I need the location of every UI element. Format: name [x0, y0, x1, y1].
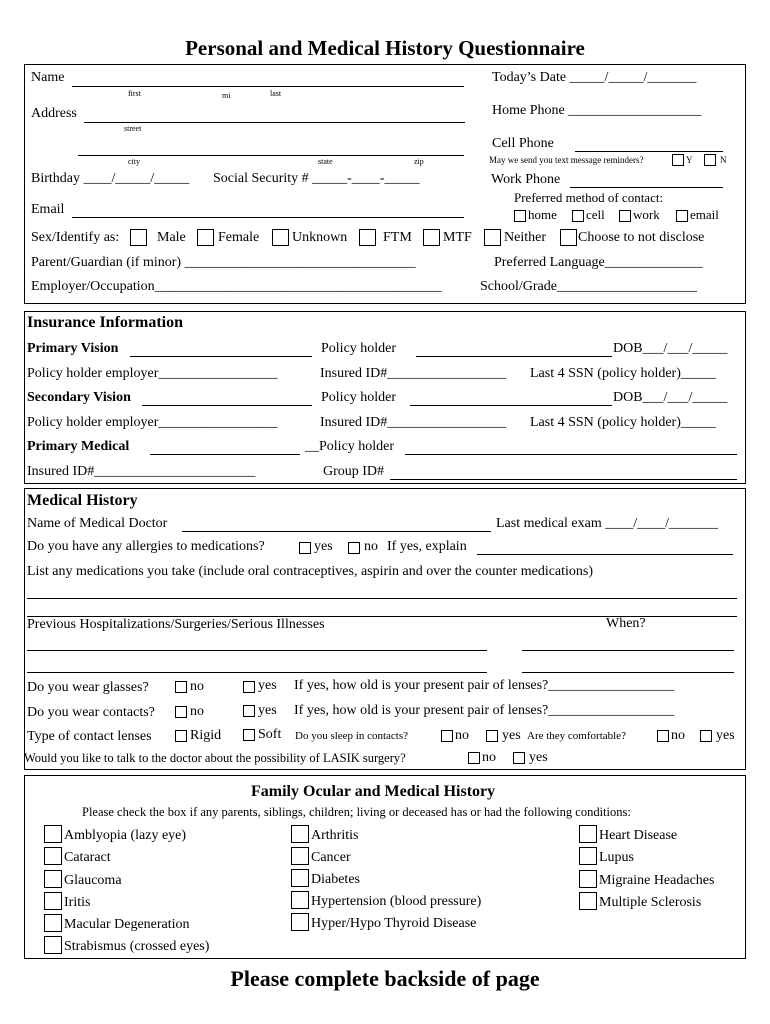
sex-not-disclose-checkbox[interactable] [560, 229, 577, 246]
thyroid-label: Hyper/Hypo Thyroid Disease [311, 916, 477, 931]
text-reminder-no-checkbox[interactable] [704, 154, 716, 166]
secondary-vision-ssn-field[interactable]: Last 4 SSN (policy holder)_____ [530, 415, 716, 430]
text-reminder-yes-checkbox[interactable] [672, 154, 684, 166]
primary-vision-policy-holder-field[interactable] [416, 356, 612, 357]
comfortable-yes-checkbox[interactable] [700, 730, 712, 742]
lasik-question: Would you like to talk to the doctor about the possibility of LASIK surgery? [24, 751, 406, 765]
text-reminder-no-label: N [720, 155, 727, 165]
sleep-contacts-yes-checkbox[interactable] [486, 730, 498, 742]
glasses-yes-label: yes [258, 678, 277, 693]
sex-unknown-label: Unknown [292, 230, 348, 245]
lupus-checkbox[interactable] [579, 847, 597, 865]
birthday-field[interactable]: Birthday ____/_____/_____ [31, 171, 190, 186]
comfortable-question: Are they comfortable? [527, 730, 626, 742]
arthritis-label: Arthritis [311, 828, 359, 843]
contact-email-checkbox[interactable] [676, 210, 688, 222]
amblyopia-checkbox[interactable] [44, 825, 62, 843]
medications-label: List any medications you take (include oral contraceptives, aspirin and over the counter medications) [27, 564, 594, 579]
secondary-vision-policy-holder-label: Policy holder [321, 390, 397, 405]
primary-medical-policy-holder-label: __Policy holder [305, 439, 395, 454]
sex-mtf-checkbox[interactable] [423, 229, 440, 246]
primary-vision-employer-field[interactable]: Policy holder employer_________________ [27, 366, 278, 381]
secondary-vision-employer-field[interactable]: Policy holder employer_________________ [27, 415, 278, 430]
contact-work-checkbox[interactable] [619, 210, 631, 222]
contact-cell-label: cell [586, 207, 605, 222]
primary-medical-label: Primary Medical [27, 439, 130, 454]
primary-vision-label: Primary Vision [27, 341, 119, 356]
sex-female-label: Female [218, 230, 260, 245]
contact-home-label: home [528, 207, 557, 222]
address-street-field[interactable] [84, 122, 465, 123]
hypertension-checkbox[interactable] [291, 891, 309, 909]
medical-doctor-field[interactable] [182, 531, 491, 532]
macular-degeneration-checkbox[interactable] [44, 914, 62, 932]
name-label: Name [31, 70, 65, 85]
lasik-yes-checkbox[interactable] [513, 752, 525, 764]
sex-unknown-checkbox[interactable] [272, 229, 289, 246]
secondary-vision-label: Secondary Vision [27, 390, 131, 405]
iritis-checkbox[interactable] [44, 892, 62, 910]
hospitalizations-when-field-1[interactable] [522, 650, 734, 651]
contacts-no-checkbox[interactable] [175, 706, 187, 718]
work-phone-label: Work Phone [491, 172, 561, 187]
todays-date-field[interactable]: Today’s Date _____/_____/_______ [492, 70, 697, 85]
sex-mtf-label: MTF [443, 230, 472, 245]
text-reminder-question: May we send you text message reminders? [489, 155, 644, 165]
sleep-contacts-no-checkbox[interactable] [441, 730, 453, 742]
contacts-question: Do you wear contacts? [27, 705, 155, 720]
comfortable-yes-label: yes [716, 728, 735, 743]
iritis-label: Iritis [64, 895, 91, 910]
sex-not-disclose-label: Choose to not disclose [578, 230, 705, 245]
contact-email-label: email [690, 207, 719, 222]
contact-home-checkbox[interactable] [514, 210, 526, 222]
zip-caption: zip [414, 157, 424, 166]
diabetes-label: Diabetes [311, 872, 360, 887]
school-field[interactable]: School/Grade____________________ [480, 279, 697, 294]
allergies-question: Do you have any allergies to medications? [27, 539, 265, 554]
lasik-no-label: no [482, 750, 496, 765]
state-caption: state [318, 157, 333, 166]
strabismus-label: Strabismus (crossed eyes) [64, 939, 210, 954]
sex-ftm-checkbox[interactable] [359, 229, 376, 246]
glasses-yes-checkbox[interactable] [243, 681, 255, 693]
hospitalizations-label: Previous Hospitalizations/Surgeries/Serious Illnesses [27, 617, 325, 632]
contact-work-label: work [633, 207, 660, 222]
strabismus-checkbox[interactable] [44, 936, 62, 954]
preferred-contact-label: Preferred method of contact: [514, 190, 664, 205]
amblyopia-label: Amblyopia (lazy eye) [64, 828, 187, 843]
employer-field[interactable]: Employer/Occupation_________________________________________ [31, 279, 442, 294]
cataract-label: Cataract [64, 850, 111, 865]
contact-type-label: Type of contact lenses [27, 729, 152, 744]
work-phone-field[interactable] [570, 187, 723, 188]
name-mi-caption: mi [222, 91, 231, 100]
primary-medical-field[interactable] [150, 454, 300, 455]
home-phone-field[interactable]: Home Phone ___________________ [492, 103, 702, 118]
primary-medical-insured-id-field[interactable]: Insured ID#_______________________ [27, 464, 256, 479]
cell-phone-label: Cell Phone [492, 136, 554, 151]
primary-vision-ssn-field[interactable]: Last 4 SSN (policy holder)_____ [530, 366, 716, 381]
contact-soft-label: Soft [258, 727, 282, 742]
allergies-explain-field[interactable] [477, 554, 733, 555]
cancer-label: Cancer [311, 850, 351, 865]
guardian-field[interactable]: Parent/Guardian (if minor) _________________________________ [31, 255, 416, 270]
allergies-no-checkbox[interactable] [348, 542, 360, 554]
contact-rigid-checkbox[interactable] [175, 730, 187, 742]
sex-neither-checkbox[interactable] [484, 229, 501, 246]
hospitalizations-field-2[interactable] [27, 672, 487, 673]
glasses-no-checkbox[interactable] [175, 681, 187, 693]
contacts-age-field[interactable]: If yes, how old is your present pair of lenses?__________________ [294, 703, 675, 718]
contact-soft-checkbox[interactable] [243, 729, 255, 741]
email-label: Email [31, 202, 65, 217]
medical-doctor-label: Name of Medical Doctor [27, 516, 168, 531]
sex-label: Sex/Identify as: [31, 230, 120, 245]
text-reminder-yes-label: Y [686, 155, 693, 165]
insurance-heading: Insurance Information [27, 314, 184, 331]
footer-note: Please complete backside of page [230, 966, 540, 991]
allergies-no-label: no [364, 539, 378, 554]
comfortable-no-label: no [671, 728, 685, 743]
sex-female-checkbox[interactable] [197, 229, 214, 246]
sex-neither-label: Neither [504, 230, 546, 245]
secondary-vision-dob-field[interactable]: DOB___/___/_____ [613, 390, 728, 405]
page-title: Personal and Medical History Questionnaire [185, 36, 585, 60]
hospitalizations-field-1[interactable] [27, 650, 487, 651]
primary-vision-insured-id-field[interactable]: Insured ID#_________________ [320, 366, 507, 381]
secondary-vision-field[interactable] [142, 405, 312, 406]
hypertension-label: Hypertension (blood pressure) [311, 894, 482, 909]
sleep-contacts-no-label: no [455, 728, 469, 743]
sex-male-label: Male [157, 230, 186, 245]
contacts-yes-checkbox[interactable] [243, 705, 255, 717]
contacts-no-label: no [190, 704, 204, 719]
cell-phone-field[interactable] [575, 151, 723, 152]
street-caption: street [124, 124, 142, 133]
ssn-field[interactable]: Social Security # _____-____-_____ [213, 171, 420, 186]
allergies-yes-label: yes [314, 539, 333, 554]
macular-degeneration-label: Macular Degeneration [64, 917, 190, 932]
group-id-label: Group ID# [323, 464, 385, 479]
preferred-language-field[interactable]: Preferred Language______________ [494, 255, 703, 270]
lasik-no-checkbox[interactable] [468, 752, 480, 764]
allergies-explain-label: If yes, explain [387, 539, 467, 554]
allergies-yes-checkbox[interactable] [299, 542, 311, 554]
primary-medical-policy-holder-field[interactable] [405, 454, 737, 455]
cancer-checkbox[interactable] [291, 847, 309, 865]
family-history-heading: Family Ocular and Medical History [251, 783, 496, 800]
thyroid-checkbox[interactable] [291, 913, 309, 931]
migraine-label: Migraine Headaches [599, 873, 715, 888]
contact-cell-checkbox[interactable] [572, 210, 584, 222]
family-history-instructions: Please check the box if any parents, siblings, children; living or deceased has or had the following conditions: [82, 805, 631, 819]
name-first-caption: first [128, 89, 141, 98]
sleep-contacts-question: Do you sleep in contacts? [295, 730, 409, 742]
heart-disease-checkbox[interactable] [579, 825, 597, 843]
last-medical-exam-field[interactable]: Last medical exam ____/____/_______ [496, 516, 719, 531]
arthritis-checkbox[interactable] [291, 825, 309, 843]
email-field[interactable] [72, 217, 464, 218]
primary-vision-field[interactable] [130, 356, 312, 357]
contact-rigid-label: Rigid [190, 728, 222, 743]
group-id-field[interactable] [390, 479, 737, 480]
glaucoma-label: Glaucoma [64, 873, 122, 888]
contacts-yes-label: yes [258, 703, 277, 718]
sex-male-checkbox[interactable] [130, 229, 147, 246]
secondary-vision-policy-holder-field[interactable] [410, 405, 612, 406]
multiple-sclerosis-checkbox[interactable] [579, 892, 597, 910]
sleep-contacts-yes-label: yes [502, 728, 521, 743]
comfortable-no-checkbox[interactable] [657, 730, 669, 742]
hospitalizations-when-field-2[interactable] [522, 672, 734, 673]
primary-vision-dob-field[interactable]: DOB___/___/_____ [613, 341, 728, 356]
lupus-label: Lupus [599, 850, 634, 865]
primary-vision-policy-holder-label: Policy holder [321, 341, 397, 356]
heart-disease-label: Heart Disease [599, 828, 678, 843]
sex-ftm-label: FTM [383, 230, 412, 245]
medications-field-1[interactable] [27, 598, 737, 599]
cataract-checkbox[interactable] [44, 847, 62, 865]
glasses-age-field[interactable]: If yes, how old is your present pair of lenses?__________________ [294, 678, 675, 693]
city-caption: city [128, 157, 140, 166]
address-city-field[interactable] [78, 155, 464, 156]
name-field[interactable] [72, 86, 464, 87]
address-label: Address [31, 106, 77, 121]
hospitalizations-when-label: When? [606, 616, 646, 631]
name-last-caption: last [270, 89, 282, 98]
secondary-vision-insured-id-field[interactable]: Insured ID#_________________ [320, 415, 507, 430]
diabetes-checkbox[interactable] [291, 869, 309, 887]
glasses-no-label: no [190, 679, 204, 694]
glaucoma-checkbox[interactable] [44, 870, 62, 888]
lasik-yes-label: yes [529, 750, 548, 765]
multiple-sclerosis-label: Multiple Sclerosis [599, 895, 702, 910]
migraine-checkbox[interactable] [579, 870, 597, 888]
medical-heading: Medical History [27, 492, 138, 509]
glasses-question: Do you wear glasses? [27, 680, 149, 695]
